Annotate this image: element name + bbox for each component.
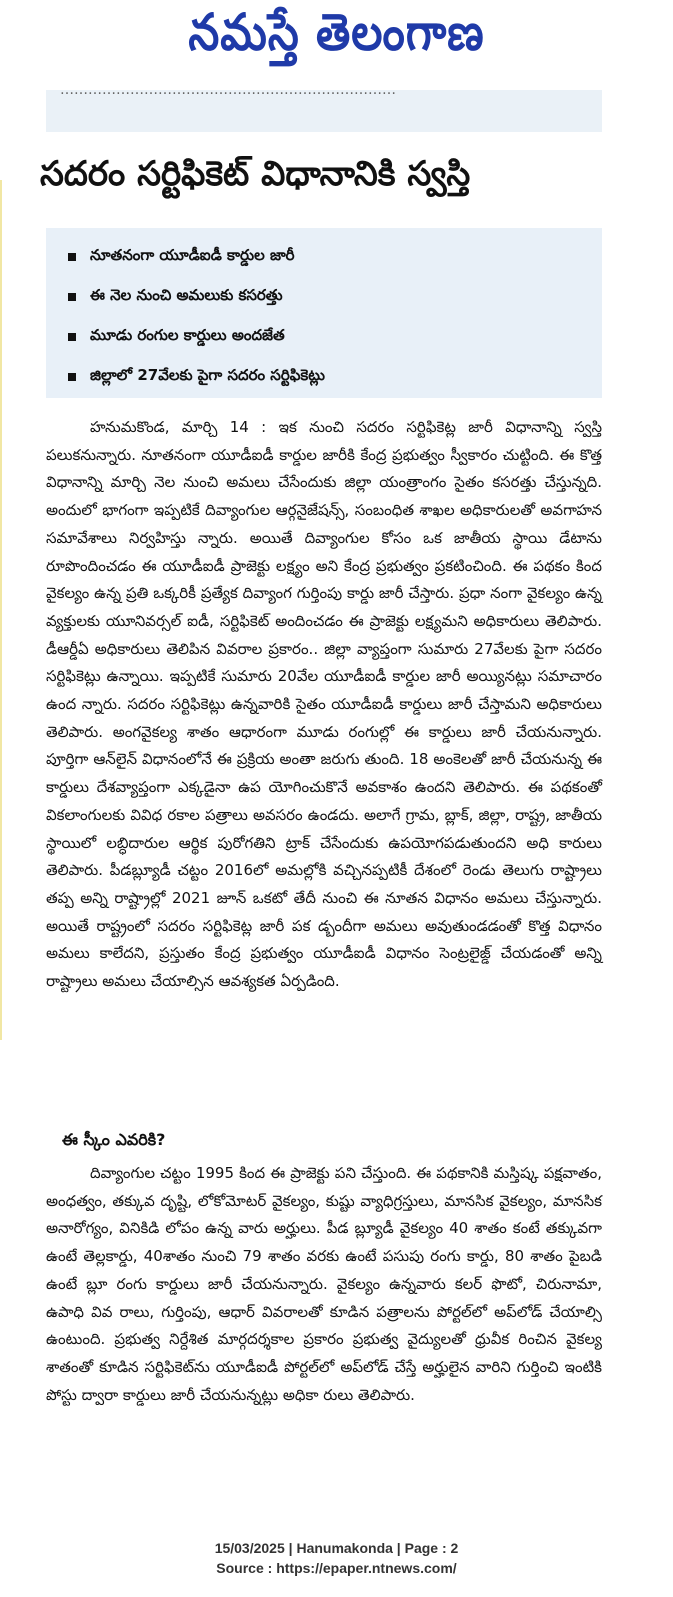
article-paragraph: హనుమకొండ, మార్చి 14 : ఇక నుంచి సదరం సర్టిఫికెట్ల జారీ విధానాన్ని స్వస్తి పలుకనున్నారు. నూతనంగా యూడీఐడీ కార్డుల జారీకి కేంద్ర ప్రభుత్వం స్వీకారం చుట్టింది. ఈ కొత్త విధానాన్ని మార్చి నెల నుంచి అమలు చేసేందుకు జిల్లా యంత్రాంగం సైతం కసరత్తు చేస్తున్నది. అందులో భాగంగా ఇప్పటికే దివ్యాంగుల ఆర్గనైజేషన్స్, సంబంధిత శాఖల అధికారులతో అవగాహన సమావేశాలు నిర్వహిస్తు న్నారు. అయితే దివ్యాంగుల కోసం ఒక జాతీయ స్థాయి డేటాను రూపొందించడం ఈ యూడీఐడీ ప్రాజెక్టు లక్ష్యం అని కేంద్ర ప్రభుత్వం ప్రకటించింది. ఈ పథకం కింద వైకల్యం ఉన్న ప్రతి ఒక్కరికీ ప్రత్యేక దివ్యాంగ గుర్తింపు కార్డు జారీ చేస్తారు. ప్రధా నంగా వైకల్యం ఉన్న వ్యక్తులకు యూనివర్సల్ ఐడీ, సర్టిఫికెట్ అందించడం ఈ ప్రాజెక్టు లక్ష్యమని అధికారులు తెలిపారు. డీఆర్డీఏ అధికారులు తెలిపిన వివరాల ప్రకారం.. జిల్లా వ్యాప్తంగా సుమారు 27వేలకు పైగా సదరం సర్టిఫికెట్లు ఉన్నాయి. ఇప్పటికే సుమారు 20వేల యూడీఐడీ కార్డుల జారీ అయ్యినట్లు సమాచారం ఉంద న్నారు. సదరం సర్టిఫికెట్లు ఉన్నవారికి సైతం యూడీఐడీ కార్డులు జారీ చేస్తామని అధికారులు తెలిపారు. అంగవైకల్య శాతం ఆధారంగా మూడు రంగుల్లో ఈ కార్డులు జారీ చేయనున్నారు. పూర్తిగా ఆన్‌లైన్ విధానంలోనే ఈ ప్రక్రియ అంతా జరుగు తుంది. 18 అంకెలతో జారీ చేయనున్న ఈ కార్డులు దేశవ్యాప్తంగా ఎక్కడైనా ఉప యోగించుకొనే అవకాశం ఉందని తెలిపారు. ఈ పథకంతో వికలాంగులకు వివిధ రకాల పత్రాలు అవసరం ఉండదు. అలాగే గ్రామ, బ్లాక్, జిల్లా, రాష్ట్ర, జాతీయ స్థాయిలో లబ్ధిదారుల ఆర్థిక పురోగతిని ట్రాక్ చేసేందుకు ఉపయోగపడుతుందని అధి కారులు తెలిపారు. పీడబ్ల్యూడీ చట్టం 2016లో అమల్లోకి వచ్చినప్పటికీ దేశంలో రెండు తెలుగు రాష్ట్రాలు తప్ప అన్ని రాష్ట్రాల్లో 2021 జూన్ ఒకటో తేదీ నుంచి ఈ నూతన విధానం అమలు చేస్తున్నారు. అయితే రాష్ట్రంలో సదరం సర్టిఫికెట్ల జారీ పక డ్బందీగా అమలు అవుతుండడంతో కొత్త విధానం అమలు కాలేదని, ప్రస్తుతం కేంద్ర ప్రభుత్వం యూడీఐడీ విధానం సెంట్రలైజ్డ్ చేయడంతో అన్ని రాష్ట్రాలు అమలు చేయాల్సిన ఆవశ్యకత ఏర్పడింది. — [46, 418, 602, 991]
clipped-previous-article: ……………………………………………………………… — [46, 90, 602, 132]
square-bullet-icon — [68, 253, 76, 261]
highlight-item — [68, 280, 283, 314]
source-link[interactable]: Source : https://epaper.ntnews.com/ — [216, 1560, 457, 1576]
highlight-text: మూడు రంగుల కార్డులు అందజేత — [90, 326, 285, 344]
square-bullet-icon — [68, 293, 76, 301]
newspaper-logo: నమస్తే తెలంగాణ — [188, 3, 485, 62]
left-edge-rule — [0, 180, 2, 1040]
highlight-item — [68, 320, 285, 354]
highlight-item — [68, 360, 325, 394]
article-body-section-2 — [46, 1160, 602, 1409]
masthead — [0, 0, 673, 82]
square-bullet-icon — [68, 333, 76, 341]
highlight-text: ఈ నెల నుంచి అమలుకు కసరత్తు — [90, 286, 283, 304]
highlight-text: జిల్లాలో 27వేలకు పైగా సదరం సర్టిఫికెట్లు — [90, 366, 325, 384]
article-body — [46, 414, 602, 996]
edition-info: 15/03/2025 | Hanumakonda | Page : 2 — [214, 1540, 459, 1556]
highlight-text: నూతనంగా యూడీఐడీ కార్డుల జారీ — [90, 246, 295, 264]
article-paragraph: దివ్యాంగుల చట్టం 1995 కింద ఈ ప్రాజెక్టు పని చేస్తుంది. ఈ పథకానికి మస్తిష్క పక్షవాతం, అంధత్వం, తక్కువ దృష్టి, లోకోమోటర్ వైకల్యం, కుష్టు వ్యాధిగ్రస్తులు, మానసిక వైకల్యం, మానసిక అనారోగ్యం, వినికిడి లోపం ఉన్న వారు అర్హులు. పీడ బ్ల్యూడీ వైకల్యం 40 శాతం కంటే తక్కువగా ఉంటే తెల్లకార్డు, 40శాతం నుంచి 79 శాతం వరకు ఉంటే పసుపు రంగు కార్డు, 80 శాతం పైబడి ఉంటే బ్లూ రంగు కార్డులు జారీ చేయనున్నారు. వైకల్యం ఉన్నవారు కలర్ ఫొటో, చిరునామా, ఉపాధి వివ రాలు, గుర్తింపు, ఆధార్ వివరాలతో కూడిన పత్రాలను పోర్టల్‌లో అప్‌లోడ్ చేయాల్సి ఉంటుంది. ప్రభుత్వ నిర్దేశిత మార్గదర్శకాల ప్రకారం ప్రభుత్వ వైద్యులతో ధ్రువీక రించిన వైకల్య శాతంతో కూడిన సర్టిఫికెట్‌ను యూడీఐడీ పోర్టల్‌లో అప్‌లోడ్ చేస్తే అర్హులైన వారిని గుర్తించి ఇంటికి పోస్టు ద్వారా కార్డులు జారీ చేయనున్నట్లు అధికా రులు తెలిపారు. — [46, 1164, 602, 1404]
square-bullet-icon — [68, 373, 76, 381]
highlights-box — [46, 228, 602, 398]
article-headline: సదరం సర్టిఫికెట్ విధానానికి స్వస్తి — [40, 154, 471, 194]
highlight-item — [68, 240, 295, 274]
page-footer — [0, 1538, 673, 1578]
article-subheading: ఈ స్కీం ఎవరికి? — [62, 1130, 166, 1149]
